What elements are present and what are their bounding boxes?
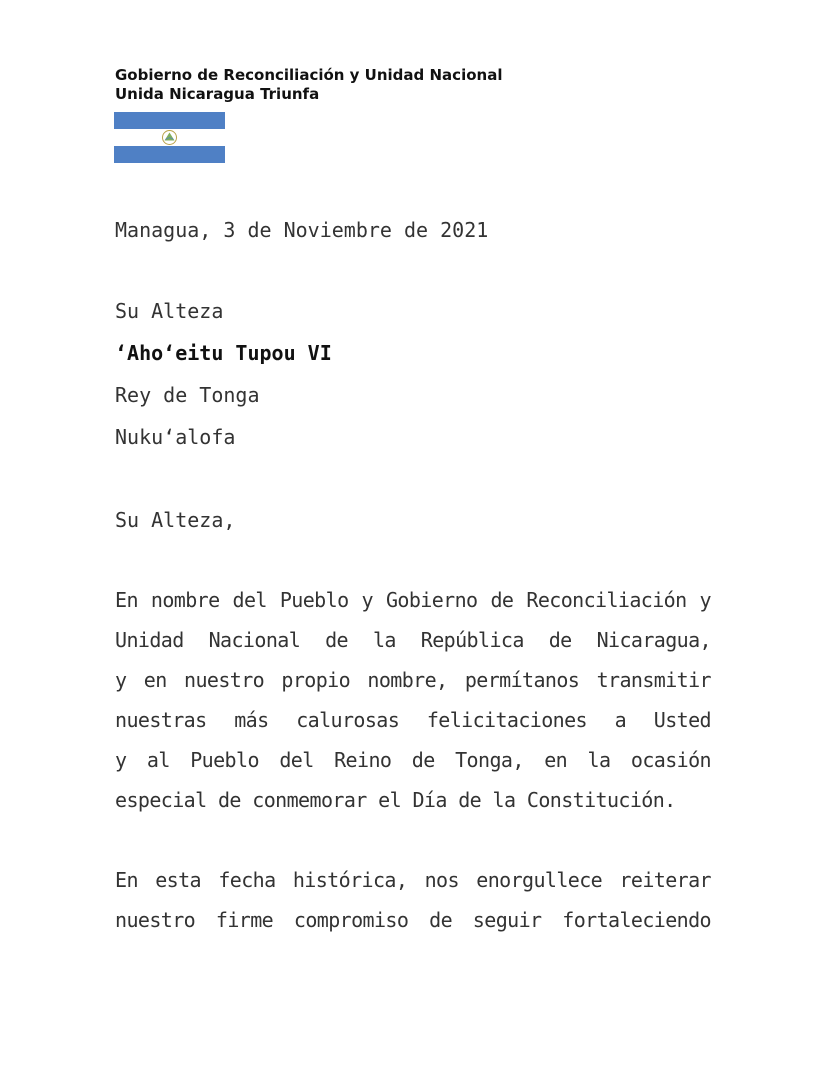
letterhead-government-name: Gobierno de Reconciliación y Unidad Nacional bbox=[115, 66, 503, 84]
addressee-title: Rey de Tonga bbox=[115, 383, 260, 407]
date-line: Managua, 3 de Noviembre de 2021 bbox=[115, 218, 489, 242]
paragraph-2 bbox=[115, 860, 711, 940]
paragraph-1-line: especial de conmemorar el Día de la Constitución. bbox=[115, 788, 676, 812]
paragraph-2-line: En esta fecha histórica, nos enorgullece reiterar bbox=[115, 868, 711, 892]
paragraph-1-line: nuestras más calurosas felicitaciones a Usted bbox=[115, 708, 711, 732]
paragraph-1-line: En nombre del Pueblo y Gobierno de Reconciliación y bbox=[115, 588, 711, 612]
greeting: Su Alteza, bbox=[115, 508, 236, 532]
letterhead bbox=[115, 66, 502, 104]
addressee-city: Nukuʻalofa bbox=[115, 425, 236, 449]
nicaragua-flag-image bbox=[114, 112, 225, 163]
paragraph-2-line: nuestro firme compromiso de seguir fortaleciendo bbox=[115, 908, 711, 932]
paragraph-1 bbox=[115, 580, 711, 820]
paragraph-1-line: y al Pueblo del Reino de Tonga, en la ocasión bbox=[115, 748, 711, 772]
addressee-name: ʻAhoʻeitu Tupou VI bbox=[115, 341, 332, 365]
letterhead-slogan: Unida Nicaragua Triunfa bbox=[115, 85, 320, 103]
addressee-salutation-title: Su Alteza bbox=[115, 299, 224, 323]
paragraph-1-line: y en nuestro propio nombre, permítanos transmitir bbox=[115, 668, 711, 692]
paragraph-1-line: Unidad Nacional de la República de Nicaragua, bbox=[115, 628, 711, 652]
